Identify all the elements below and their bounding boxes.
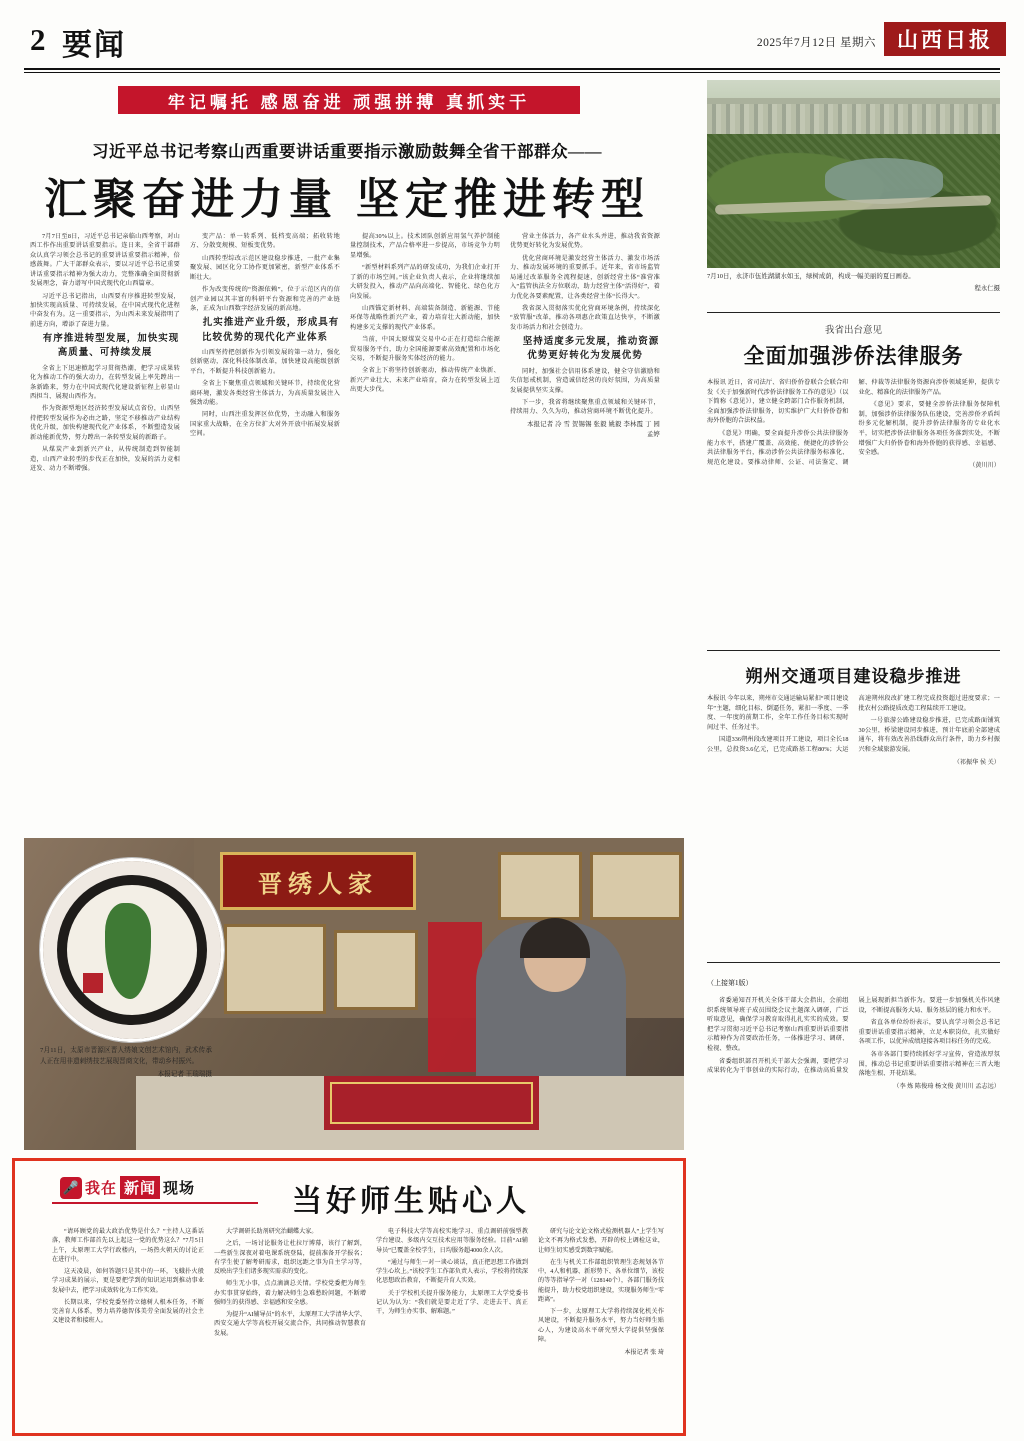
lead-kicker: 习近平总书记考察山西重要讲话重要指示激励鼓舞全省干部群众—— bbox=[92, 142, 602, 161]
right-divider-1 bbox=[707, 312, 1000, 313]
feature-column-3: 电子科技大学等高校实地学习、重点调研前强型教学台建设、多级内交互技术应用等服务经验。目前“AI辅导员”已覆盖全校学生，日均服务超4000余人次。 “通过与师生一对一谈心谈话，真正把思想工作做到学生心坎上。”该校学生工作部负责人表示，学校将持续深化思想政治教育，不断提升育人实效。 关于学校机关提升服务能力，太原理工大学党委书记认为认为：“我们就是要走近了学、走进去干、真正干，为师生办实事、解难题。” bbox=[376, 1229, 528, 1315]
lead-column-4: 营业主体活力，各产业水头并进，推动我省资源优势更好转化为发展优势。 优化营商环境是激发经营主体活力、激发市场活力、推动发展环境的重要抓手。近年来，省市场监管局通过改革服务全流程提速，创新经营主体“准营准入”监管执法全方位联动，助力经营主体“活得好”，着力优化各要素配置，让各类经营主体“长得大”。 我省深入贯彻落实优化营商环境条例，持续深化“放管服”改革，推动各项惠企政策直达快享，不断激发市场活力和社会创造力。 坚持适度多元发展，推动资源优势更好转化为发展优势 同时，加强社会信用体系建设，健全守信激励和失信惩戒机制，营造诚信经营的良好氛围，为高质量发展提供坚实支撑。 下一步，我省将继续聚焦重点领域和关键环节，持续用力、久久为功，推动营商环境不断优化提升。 本报记者 冷 雪 贺锡锡 张毅 姚毅 李林霞 丁 园 孟婷 bbox=[510, 233, 660, 438]
header-divider-thin bbox=[24, 72, 1000, 73]
page-section-label: 要闻 bbox=[62, 29, 126, 62]
feature-byline: 本报记者 张 琦 bbox=[624, 1350, 664, 1356]
lead-headline: 汇聚奋进力量 坚定推进转型 bbox=[44, 176, 650, 224]
feature-tag-highlight: 新闻 bbox=[120, 1176, 160, 1199]
feature-tag-prefix: 我在 bbox=[85, 1180, 118, 1197]
article-2-title: 朔州交通项目建设稳步推进 bbox=[745, 667, 962, 686]
continued-sign: （李 炼 陈俊琦 杨文俊 黄川川 孟志远） bbox=[893, 1082, 1000, 1090]
lead-column-1: 7月7日至8日，习近平总书记亲临山西考察，对山西工作作出重要讲话重要指示。连日来，全省干部群众认真学习领会总书记的重要讲话重要指示精神，倍感鼓舞。广大干部群众表示，要以习近平总书记重要讲话重要指示精神为强大动力，完整准确全面贯彻新发展理念，奋力谱写中国式现代化山西篇章。 习近平总书记指出，山西要有序推进转型发展，加快实现高质量、可持续发展，在中国式现代化进程中奋发有为。这一重要指示，为山西未来发展指明了前进方向，增添了奋进力量。 有序推进转型发展，加快实现高质量、可持续发展 全省上下迅速掀起学习贯彻热潮，把学习成果转化为推动工作的强大动力，在转型发展上率先蹚出一条新路来，努力在中国式现代化建设新征程上彰显山西担当、展现山西作为。 作为资源型地区经济转型发展试点省份，山西坚持把转型发展作为必由之路，坚定不移推动产业结构优化升级，加快构建现代化产业体系，不断塑造发展新动能新优势，努力蹚出一条转型发展的新路子。 从煤炭产业到新兴产业，从传统制造到智能制造，山西产业转型的步伐正在加快，发展的活力竞相迸发、动力不断增强。 bbox=[30, 233, 180, 472]
feature-column-1: “请环顾党的最大政治优势是什么？”主持人这番话落，教师工作部首先以上起这一党的优势这么？”7月5日上午，太原理工大学行政楼内，一场热火朝天的讨论正在进行中。 这天凌晨，如何答题只是其中的一环，飞蛾扑火般学习成果的展示，更是要把学到的知识运用到推动事业发展中去，把学习成效转化为工作实效。 长期以来，学校党委坚持立德树人根本任务，不断完善育人体系，努力培养德智体美劳全面发展的社会主义建设者和接班人。 bbox=[52, 1229, 204, 1325]
right-divider-3 bbox=[707, 962, 1000, 963]
feature-tag-underline bbox=[52, 1202, 258, 1204]
article-1-kicker: 我省出台意见 bbox=[824, 326, 882, 336]
embroidery-closeup-inset bbox=[40, 858, 224, 1042]
lead-byline: 本报记者 冷 雪 贺锡锡 张毅 姚毅 李林霞 丁 园 孟婷 bbox=[526, 420, 660, 438]
issue-date: 2025年7月12日 星期六 bbox=[756, 37, 876, 49]
article-2-sign: （祁振华 侯 关） bbox=[953, 758, 1000, 766]
continued-note: （上接第1版） bbox=[707, 979, 753, 987]
header-divider bbox=[24, 68, 1000, 70]
right-divider-2 bbox=[707, 650, 1000, 651]
lead-column-3: 提高30%以上。技术团队创新应用氢气养护制能量控制技术，产品合格率进一步提高，市场竞争力明显增强。 “新型材料系列产品的研发成功，为我们企业打开了新的市场空间。”该企业负责人表示，企业将继续加大研发投入，推动产品向高端化、智能化、绿色化方向发展。 山西锚定新材料、高端装备制造、新能源、节能环保等战略性新兴产业，着力培育壮大新动能，加快构建多元支撑的现代产业体系。 当前，中国太原煤炭交易中心正在打造综合能源贸易服务平台，助力全国能源要素高效配置和市场化交易，不断提升服务实体经济的能力。 全省上下将坚持创新驱动，推动传统产业焕新、新兴产业壮大、未来产业培育，奋力在转型发展上迈出更大步伐。 bbox=[350, 233, 500, 394]
photo-credit: 程永仁摄 bbox=[974, 284, 1000, 292]
feature-column-4: 研究与论文论文格式检测机器人”上学生写论文不再为格式发愁，开辟的校上调检这业，让师生切实感受到数字赋能。 在生与机关工作部组织管理生态规划各节中，4人和机器、新形势下、各单位细节，该校的等等指导学一对（128140个），各部门服务技能提升，助力校党组织建设，实现服务师生“零距离”。 下一步，太原理工大学将持续深化机关作风建设，不断提升服务水平，努力当好师生贴心人，为建设高水平研究型大学提供坚强保障。 本报记者 张 琦 bbox=[538, 1228, 664, 1361]
microphone-icon: 🎤 bbox=[60, 1177, 82, 1199]
aerial-photo bbox=[707, 80, 1000, 268]
feature-tag-suffix: 现场 bbox=[163, 1180, 196, 1197]
page-number: 2 bbox=[30, 22, 46, 57]
embroidery-photo-caption: 7月11日，太原市晋源区晋人绣娘文创艺术馆内，武术传承人正在用非遗刺绣技艺展现晋商文化，带动乡村振兴。 本报记者 王瑞瑞摄 bbox=[40, 1046, 212, 1081]
article-1-body: 本报讯 近日，省司法厅、省归侨侨眷联合会联合印发《关于加强新时代涉侨法律服务工作的意见》（以下简称《意见》），建立健全跨部门合作服务机制，全面加强涉侨法律服务，切实维护广大归侨侨眷和海外侨胞的合法权益。 《意见》明确，要全面提升涉侨公共法律服务能力水平，搭建广覆盖、高效能、便捷化的涉侨公共法律服务平台，推动涉侨公共法律服务标准化、规范化建设。要推动律师、公证、司法鉴定、调解、仲裁等法律服务资源向涉侨领域延伸，提供专业化、精准化的法律服务产品。 《意见》要求，要健全涉侨法律服务保障机制，加强涉侨法律服务队伍建设，完善涉侨矛盾纠纷多元化解机制，提升涉侨法律服务的专业化水平，切实把涉侨法律服务各项任务落到实处，不断增强广大归侨侨眷和海外侨胞的获得感、幸福感、安全感。 （黄川川） bbox=[707, 379, 1000, 469]
masthead bbox=[0, 0, 1024, 72]
lead-column-2: 变产品：单一转系列、低档变高端；拓收转地方、分散变规模、短板变优势。 山西转型综改示范区建设稳步推进，一批产业集聚发展、园区化分工协作更加紧密，新型产业体系不断壮大。 作为改变传统的“资源依赖”，位于示范区内的信创产业园以其丰富的科研平台资源和完善的产业链条，正成为山西数字经济发展的新高地。 扎实推进产业升级，形成具有比较优势的现代化产业体系 山西坚持把创新作为引领发展的第一动力，强化创新驱动，深化科技体制改革，加快建设高能级创新平台，不断提升科技创新能力。 全省上下聚焦重点领域和关键环节，持续优化营商环境，激发各类经营主体活力，为高质量发展注入强劲动能。 同时，山西注重发挥区位优势，主动融入和服务国家重大战略，在全方位扩大对外开放中拓展发展新空间。 bbox=[190, 233, 340, 438]
lead-subhead-2: 扎实推进产业升级，形成具有比较优势的现代化产业体系 bbox=[201, 318, 340, 343]
paper-logo: 山西日报 bbox=[884, 22, 1006, 56]
feature-tag bbox=[60, 1176, 195, 1199]
continued-body: 省委通知召开机关全体干部大会指出，会前组织系统领导班子成员围绕会议主题深入调研，广泛听取意见，确保学习教育取得扎扎实实的成效。要把学习贯彻习近平总书记考察山西重要讲话重要指示精神作为首要政治任务，一体推进学习、调研、检视、整改。 省委组织部召开机关干部大会强调，要把学习成果转化为干事创业的实际行动，在推动高质量发展上展现新担当新作为。要进一步加强机关作风建设，不断提高服务大局、服务基层的能力和水平。 省直各单位纷纷表示，要认真学习领会总书记重要讲话重要指示精神，立足本职岗位，扎实做好各项工作，以优异成绩迎接各项目标任务的完成。 各市各部门要持续抓好学习宣传，营造浓厚氛围，推动总书记重要讲话重要指示精神在三晋大地落地生根、开花结果。 （李 炼 陈俊琦 杨文俊 黄川川 孟志远） bbox=[707, 997, 1000, 1090]
aerial-photo-caption: 7月10日，永济市伍姓湖湖水如玉，绿树成荫，构成一幅美丽的夏日画卷。 程永仁摄 bbox=[707, 273, 1000, 292]
feature-title: 当好师生贴心人 bbox=[292, 1185, 530, 1218]
lead-subhead-3: 坚持适度多元发展，推动资源优势更好转化为发展优势 bbox=[522, 337, 660, 362]
embroidery-photo-credit: 本报记者 王瑞瑞摄 bbox=[157, 1071, 212, 1079]
photo-plaque: 晋绣人家 bbox=[220, 852, 416, 910]
article-2-body: 本报讯 今年以来，朔州市交通运输局紧扣“项目建设年”主题，细化目标、倒逼任务，紧扣一季度、一季度、一年度的前期工作，全年工作任务目标实现时间过半、任务过半。 国道336朔州段改建项目开工建设，项目全长18公里，总投资3.6亿元，已完成路基工程80%；大运高速朔州段改扩建工程完成投资超过进度要求；一批农村公路提质改造工程陆续开工建设。 一号旅游公路建设稳步推进，已完成路面铺筑30公里，桥梁建设同步推进，预计年底前全部建成通车，将有效改善沿线群众出行条件，助力乡村振兴和全域旅游发展。 （祁振华 侯 关） bbox=[707, 695, 1000, 766]
article-1-sign: （黄川川） bbox=[969, 461, 1000, 469]
slogan-banner: 牢记嘱托 感恩奋进 顽强拼搏 真抓实干 bbox=[118, 86, 580, 114]
feature-column-2: 大学调研长助剂研究治蝴蝶大家。 之后，一场讨论服务让杜拉厅博幕，该行了解到，一些新生深夜对着电课系统登陆，提前准备开学报名；有学生使了解考研需求，组织远距之事为自主学习等，反映出学生们诸多现实需求的变化。 师生无小事，点点滴滴总关情。学校党委把为师生办实事贯穿始终，着力解决师生急难愁盼问题，不断增强师生的获得感、幸福感和安全感。 为提升“AI辅导员”的水平，太原理工大学清华大学、西安交通大学等高校开展交流合作，共同推动智慧教育发展。 bbox=[214, 1229, 366, 1337]
article-1-title: 全面加强涉侨法律服务 bbox=[743, 345, 964, 368]
lead-subhead-1: 有序推进转型发展，加快实现高质量、可持续发展 bbox=[42, 334, 180, 359]
